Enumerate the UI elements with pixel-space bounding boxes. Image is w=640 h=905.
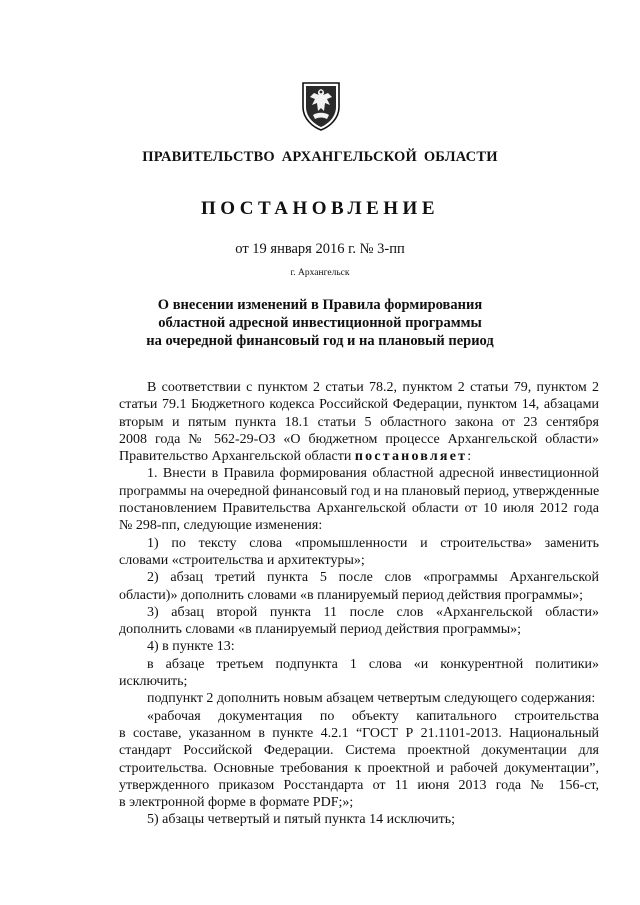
body-line: 2008 года № 562-29-ОЗ «О бюджетном процессе Архангельской области» [119,431,599,447]
body-line: области)» дополнить словами «в планируемый период действия программы»; [119,587,584,603]
document-body [119,379,599,829]
body-line: 5) абзацы четвертый и пятый пункта 14 исключить; [147,812,455,828]
body-line: в электронной форме в формате PDF;»; [119,795,354,811]
body-line: исключить; [119,674,188,690]
body-line: словами «строительства и архитектуры»; [119,552,365,568]
body-line: 2) абзац третий пункта 5 после слов «программы Архангельской [147,570,599,586]
government-title: ПРАВИТЕЛЬСТВО АРХАНГЕЛЬСКОЙ ОБЛАСТИ [142,149,498,165]
body-line: В соответствии с пунктом 2 статьи 78.2, пунктом 2 статьи 79, пунктом 2 [147,380,599,395]
heading-line: на очередной финансовый год и на плановый период [146,333,494,349]
body-text-fragment: : [467,449,472,465]
body-line: стандарт Российской Федерации. Система проектной документации для [119,743,599,759]
body-line: вторым и пятым пункта 18.1 статьи 5 областного закона от 23 сентября [119,414,599,430]
body-line: утвержденного приказом Росстандарта от 11 июня 2013 года № 156-ст, [119,777,599,793]
body-line: постановлением Правительства Архангельской области от 10 июля 2012 года [119,501,599,517]
body-line: в составе, указанном в пункте 4.2.1 “ГОСТ Р 21.1101-2013. Национальный [119,725,599,741]
document-date-number: от 19 января 2016 г. № 3-пп [235,241,405,257]
heading-line: О внесении изменений в Правила формирования [157,297,483,313]
document-heading [0,296,640,350]
body-line: 4) в пункте 13: [147,639,235,655]
document-type: ПОСТАНОВЛЕНИЕ [200,198,440,219]
body-line: строительства. Основные требования к проектной и рабочей документации”, [119,760,599,776]
body-text-fragment: Правительство Архангельской области [119,449,352,465]
body-line: дополнить словами «в планируемый период действия программы»; [119,622,522,638]
body-line: 1) по тексту слова «промышленности и строительства» заменить [147,535,599,551]
heading-line: областной адресной инвестиционной программы [158,315,482,331]
body-line: 1. Внести в Правила формирования областной адресной инвестиционной [147,466,599,482]
body-line: статьи 79.1 Бюджетного кодекса Российской Федерации, пунктом 14, абзацами [119,397,599,413]
coat-of-arms-icon [301,81,341,131]
document-city: г. Архангельск [290,268,350,278]
body-line: программы на очередной финансовый год и на плановый период, утвержденные [119,483,600,499]
body-line [119,448,599,465]
body-line: в абзаце третьем подпункта 1 слова «и конкурентной политики» [147,656,599,672]
body-line: подпункт 2 дополнить новым абзацем четвертым следующего содержания: [147,691,596,707]
body-line: 3) абзац второй пункта 11 после слов «Архангельской области» [147,604,599,620]
body-line: № 298-пп, следующие изменения: [119,518,323,534]
body-line: «рабочая документация по объекту капитального строительства [147,708,599,724]
resolves-word: постановляет [354,449,468,465]
